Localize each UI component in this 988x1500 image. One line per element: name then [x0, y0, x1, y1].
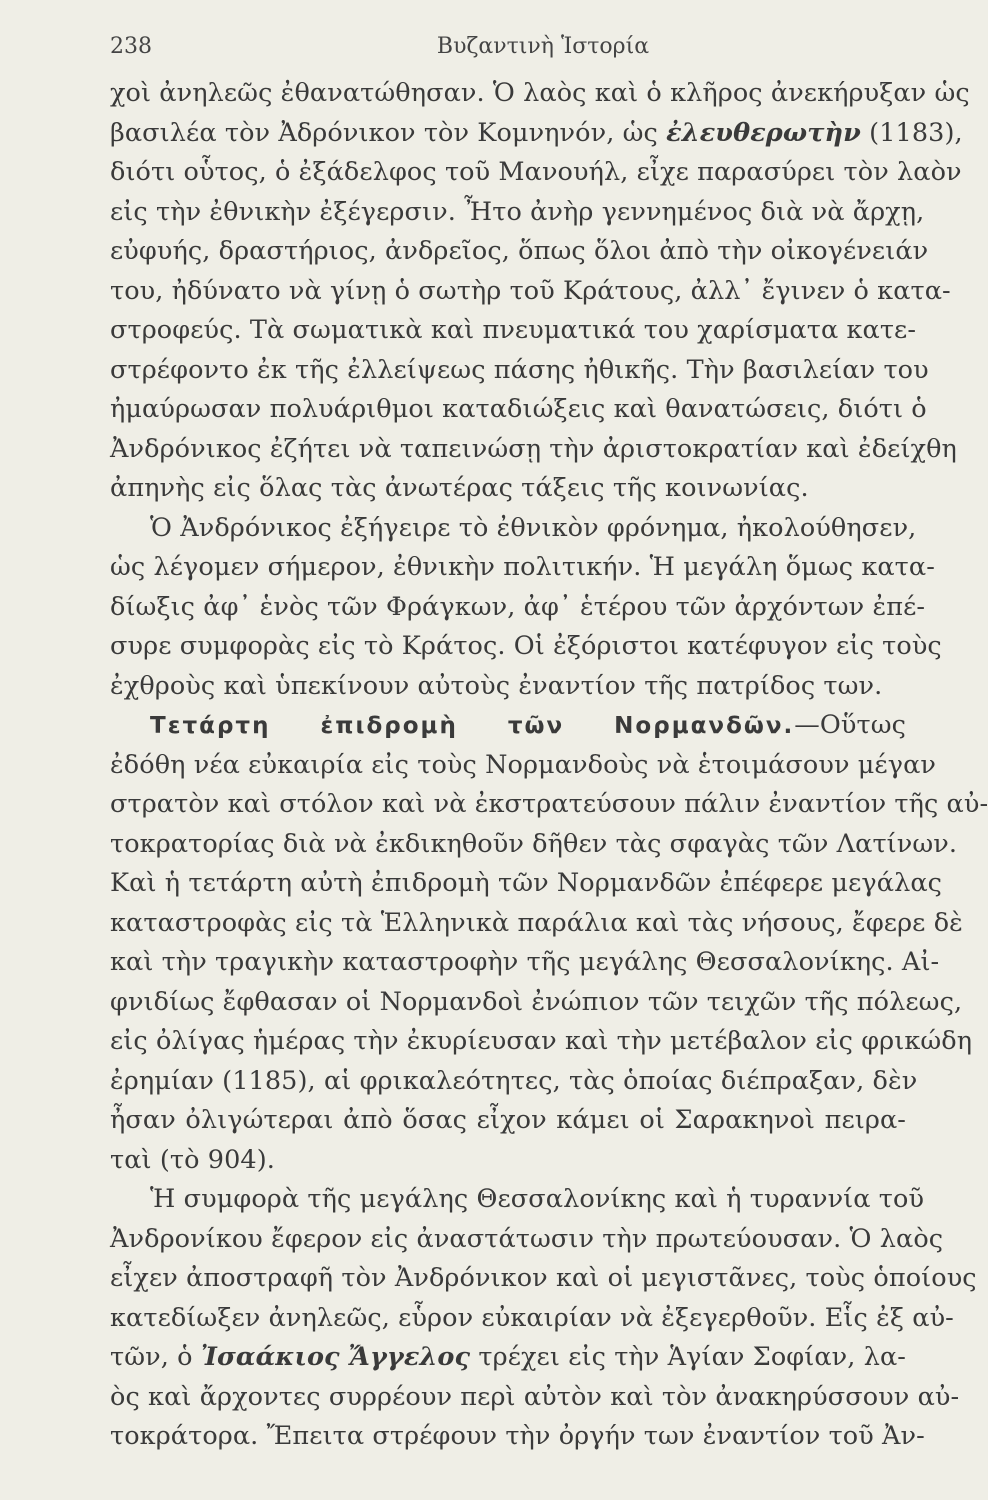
text-line: [110, 311, 917, 351]
text-run: φνιδίως ἔφθασαν οἱ Νορμανδοὶ ἐνώπιον τῶν τειχῶν τῆς πόλεως,: [110, 986, 963, 1017]
text-run: κατεδίωξεν ἀνηλεῶς, εὗρον εὐκαιρίαν νὰ ἐξεγερθοῦν. Εἷς ἐξ αὐ-: [110, 1302, 954, 1333]
text-line: [110, 588, 926, 628]
text-run: εἶχεν ἀποστραφῆ τὸν Ἀνδρόνικον καὶ οἱ μεγιστᾶνες, τοὺς ὁποίους: [110, 1263, 977, 1293]
emphasized-term: Ἰσαάκιος Ἄγγελος: [200, 1342, 471, 1372]
text-line: [110, 667, 906, 707]
text-line: [110, 1101, 906, 1141]
text-line: [110, 351, 929, 391]
text-line: [110, 864, 943, 904]
text-run: ἦσαν ὀλιγώτεραι ἀπὸ ὅσας εἶχον κάμει οἱ Σαρακηνοὶ πειρα-: [110, 1105, 906, 1135]
text-line: [110, 706, 906, 746]
text-line: [110, 1180, 925, 1220]
text-line: [110, 1378, 960, 1418]
text-line: [110, 390, 927, 430]
text-line: [110, 943, 940, 983]
text-line: [110, 1062, 918, 1102]
text-line: [110, 153, 962, 193]
text-run: βασιλέα τὸν Ἀδρόνικον τὸν Κομνηνόν, ὡς: [110, 117, 667, 148]
running-title: Βυζαντινὴ Ἱστορία: [436, 34, 650, 59]
text-line: [110, 785, 988, 825]
text-run: Ἡ συμφορὰ τῆς μεγάλης Θεσσαλονίκης καὶ ἡ τυραννία τοῦ: [150, 1184, 925, 1214]
text-line: [110, 904, 963, 944]
text-run: ὡς λέγομεν σήμερον, ἐθνικὴν πολιτικήν. Ἡ μεγάλη ὅμως κατα-: [110, 552, 935, 582]
text-run: ἐδόθη νέα εὐκαιρία εἰς τοὺς Νορμανδοὺς νὰ ἑτοιμάσουν μέγαν: [110, 749, 937, 780]
text-run: χοὶ ἀνηλεῶς ἐθανατώθησαν. Ὁ λαὸς καὶ ὁ κλῆρος ἀνεκήρυξαν ὡς: [110, 78, 970, 108]
text-run: τῶν, ὁ: [110, 1342, 201, 1372]
text-run: εἰς τὴν ἐθνικὴν ἐξέγερσιν. Ἦτο ἀνὴρ γεννημένος διὰ νὰ ἄρχῃ,: [110, 196, 925, 227]
text-line: [110, 469, 906, 509]
text-run: Καὶ ἡ τετάρτη αὐτὴ ἐπιδρομὴ τῶν Νορμανδῶν ἐπέφερε μεγάλας: [110, 868, 943, 898]
text-run: ἐχθροὺς καὶ ὑπεκίνουν αὐτοὺς ἐναντίον τῆς πατρίδος των.: [110, 670, 883, 701]
text-run: τρέχει εἰς τὴν Ἁγίαν Σοφίαν, λα-: [470, 1342, 906, 1372]
text-run: καὶ τὴν τραγικὴν καταστροφὴν τῆς μεγάλης Θεσσαλονίκης. Αἰ-: [110, 947, 940, 977]
text-line: [110, 746, 937, 786]
text-run: συρε συμφορὰς εἰς τὸ Κράτος. Οἱ ἐξόριστοι κατέφυγον εἰς τοὺς: [110, 631, 942, 661]
text-run: τοκρατορίας διὰ νὰ ἐκδικηθοῦν δῆθεν τὰς σφαγὰς τῶν Λατίνων.: [110, 828, 958, 859]
text-run: —Οὕτως: [794, 710, 906, 740]
text-line: [110, 1141, 906, 1181]
text-run: ταὶ (τὸ 904).: [110, 1144, 275, 1175]
text-run: διότι οὗτος, ὁ ἐξάδελφος τοῦ Μανουήλ, εἶχε παρασύρει τὸν λαὸν: [110, 157, 962, 187]
text-run: στρέφοντο ἐκ τῆς ἐλλείψεως πάσης ἠθικῆς. Τὴν βασιλείαν του: [110, 354, 929, 385]
text-run: στροφεύς. Τὰ σωματικὰ καὶ πνευματικά του χαρίσματα κατε-: [110, 315, 917, 345]
text-line: [110, 1259, 977, 1299]
text-line: [110, 1299, 954, 1339]
page-number: 238: [110, 34, 152, 59]
text-line: [110, 430, 957, 470]
section-heading: Τετάρτη ἐπιδρομὴ τῶν Νορμανδῶν.: [150, 713, 795, 739]
text-run: ἀπηνὴς εἰς ὅλας τὰς ἀνωτέρας τάξεις τῆς κοινωνίας.: [110, 473, 809, 503]
text-run: του, ἠδύνατο νὰ γίνῃ ὁ σωτὴρ τοῦ Κράτους, ἀλλ᾽ ἔγινεν ὁ κατα-: [110, 275, 951, 306]
text-line: [110, 983, 963, 1023]
text-line: [110, 193, 925, 233]
text-line: [110, 627, 942, 667]
emphasized-term: ἐλευθερωτὴν: [666, 117, 861, 148]
text-run: εἰς ὀλίγας ἡμέρας τὴν ἐκυρίευσαν καὶ τὴν μετέβαλον εἰς φρικώδη: [110, 1026, 973, 1056]
text-run: (1183),: [860, 117, 963, 148]
text-run: Ἀνδρόνικος ἐζήτει νὰ ταπεινώσῃ τὴν ἀριστοκρατίαν καὶ ἐδείχθη: [110, 433, 957, 464]
text-line: [110, 272, 951, 312]
text-run: εὐφυής, δραστήριος, ἀνδρεῖος, ὅπως ὅλοι ἀπὸ τὴν οἰκογένειάν: [110, 236, 929, 266]
text-run: τοκράτορα. Ἔπειτα στρέφουν τὴν ὀργήν των ἐναντίον τοῦ Ἀν-: [110, 1421, 925, 1451]
body-text: [110, 74, 988, 1457]
text-line: [110, 1220, 944, 1260]
text-run: δίωξις ἀφ᾽ ἑνὸς τῶν Φράγκων, ἀφ᾽ ἑτέρου τῶν ἀρχόντων ἐπέ-: [110, 591, 926, 622]
text-run: ἐρημίαν (1185), αἱ φρικαλεότητες, τὰς ὁποίας διέπραξαν, δὲν: [110, 1065, 918, 1096]
text-run: Ἀνδρονίκου ἔφερον εἰς ἀναστάτωσιν τὴν πρωτεύουσαν. Ὁ λαὸς: [110, 1223, 944, 1254]
text-line: [110, 74, 970, 114]
text-line: [110, 232, 929, 272]
text-line: [110, 114, 963, 154]
text-line: [110, 825, 958, 865]
text-run: ὸς καὶ ἄρχοντες συρρέουν περὶ αὐτὸν καὶ τὸν ἀνακηρύσσουν αὐ-: [110, 1381, 960, 1412]
text-line: [110, 509, 917, 549]
text-line: [110, 1338, 906, 1378]
text-line: [110, 548, 935, 588]
page-header: [110, 34, 906, 64]
text-run: ἠμαύρωσαν πολυάριθμοι καταδιώξεις καὶ θανατώσεις, διότι ὁ: [110, 394, 927, 424]
text-run: Ὁ Ἀνδρόνικος ἐξήγειρε τὸ ἐθνικὸν φρόνημα, ἠκολούθησεν,: [150, 512, 917, 543]
text-line: [110, 1022, 973, 1062]
text-run: στρατὸν καὶ στόλον καὶ νὰ ἐκστρατεύσουν πάλιν ἐναντίον τῆς αὐ-: [110, 789, 988, 819]
text-line: [110, 1417, 925, 1457]
text-run: καταστροφὰς εἰς τὰ Ἑλληνικὰ παράλια καὶ τὰς νήσους, ἔφερε δὲ: [110, 907, 963, 938]
